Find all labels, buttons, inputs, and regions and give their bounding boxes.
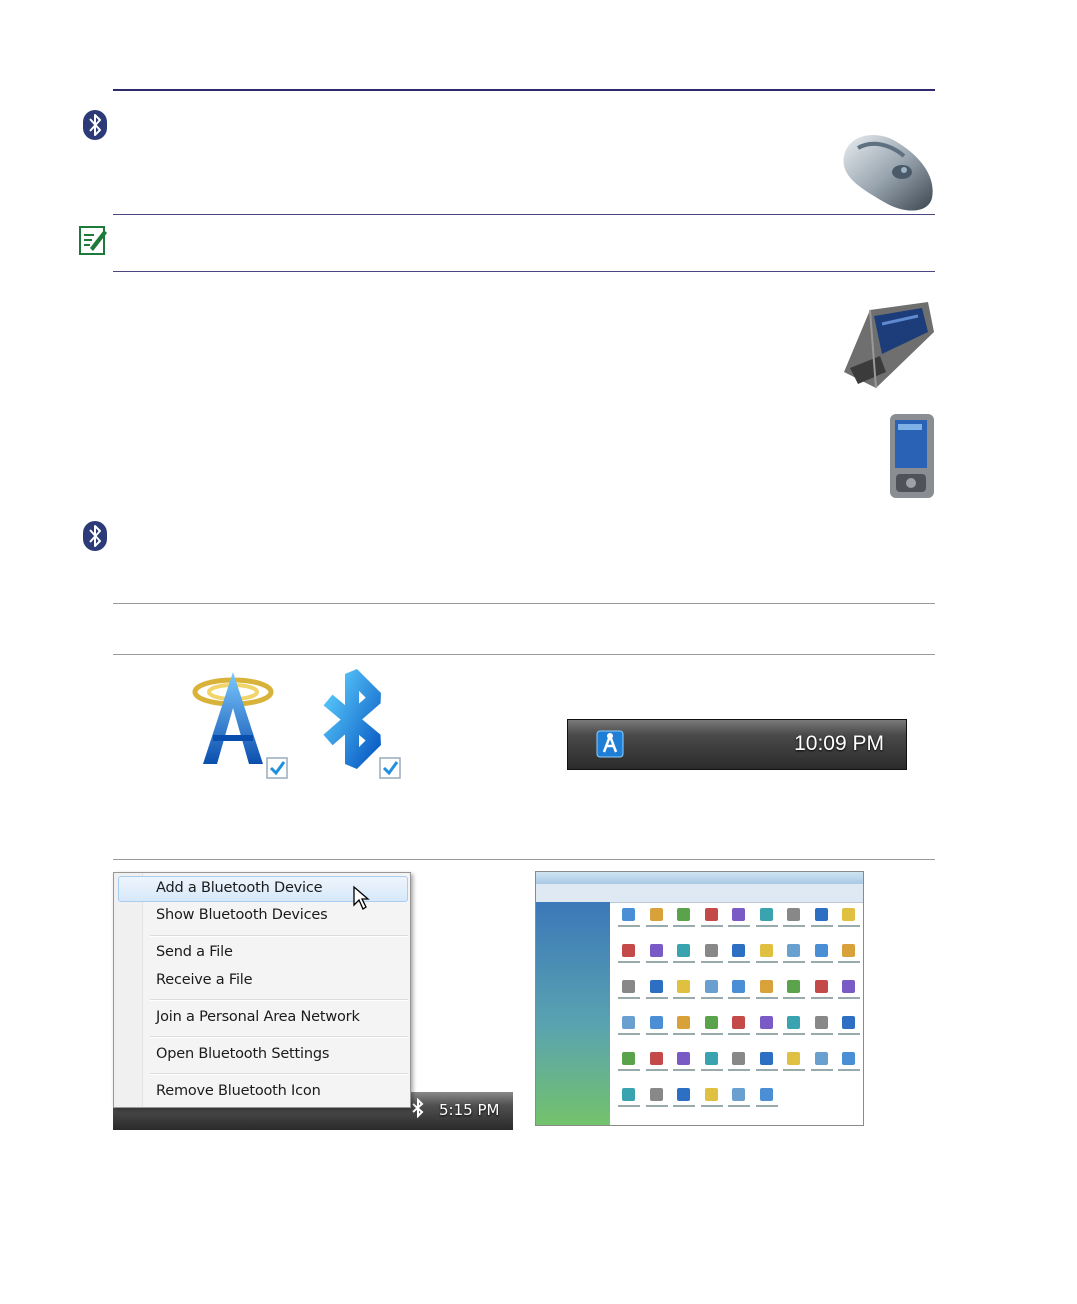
section-rule — [113, 214, 935, 215]
control-panel-item-label — [756, 1105, 778, 1107]
context-menu — [113, 872, 411, 1108]
control-panel-item-label — [673, 961, 695, 963]
control-panel-item-icon[interactable] — [732, 1052, 745, 1065]
control-panel-item-label — [646, 1033, 668, 1035]
section-rule — [113, 603, 935, 604]
top-rule — [113, 89, 935, 91]
bluetooth-badge-icon — [82, 520, 108, 552]
menu-item-receive-file[interactable]: Receive a File — [156, 972, 253, 988]
control-panel-item-icon[interactable] — [677, 944, 690, 957]
mouse-pointer-icon — [352, 885, 370, 911]
control-panel-item-icon[interactable] — [677, 1088, 690, 1101]
control-panel-item-icon[interactable] — [760, 980, 773, 993]
control-panel-item-label — [811, 961, 833, 963]
control-panel-item-icon[interactable] — [732, 1088, 745, 1101]
control-panel-item-icon[interactable] — [842, 944, 855, 957]
control-panel-item-icon[interactable] — [622, 1088, 635, 1101]
control-panel-item-icon[interactable] — [842, 908, 855, 921]
control-panel-item-icon[interactable] — [677, 908, 690, 921]
control-panel-item-icon[interactable] — [760, 1052, 773, 1065]
taskbar-clock: 10:09 PM — [794, 732, 884, 755]
control-panel-item-label — [756, 1069, 778, 1071]
control-panel-item-label — [811, 1033, 833, 1035]
control-panel-item-icon[interactable] — [760, 944, 773, 957]
control-panel-item-label — [783, 925, 805, 927]
control-panel-item-icon[interactable] — [650, 1088, 663, 1101]
pda-image — [886, 412, 936, 500]
control-panel-item-label — [756, 925, 778, 927]
control-panel-item-label — [838, 925, 860, 927]
control-panel-item-label — [728, 961, 750, 963]
checkmark-icon — [267, 758, 287, 778]
control-panel-item-icon[interactable] — [732, 1016, 745, 1029]
control-panel-item-label — [811, 925, 833, 927]
wireless-antenna-icon — [191, 668, 291, 780]
control-panel-item-label — [783, 1033, 805, 1035]
control-panel-item-label — [811, 997, 833, 999]
control-panel-item-label — [701, 997, 723, 999]
menu-item-open-settings[interactable]: Open Bluetooth Settings — [156, 1046, 330, 1062]
note-pencil-icon — [78, 224, 108, 256]
menu-item-show-devices[interactable]: Show Bluetooth Devices — [156, 907, 328, 923]
control-panel-item-icon[interactable] — [677, 1016, 690, 1029]
control-panel-item-icon[interactable] — [650, 1052, 663, 1065]
control-panel-sidebar — [536, 902, 610, 1126]
section-rule — [113, 859, 935, 860]
bluetooth-badge-icon — [82, 109, 108, 141]
control-panel-item-icon[interactable] — [760, 908, 773, 921]
control-panel-item-label — [618, 997, 640, 999]
control-panel-item-icon[interactable] — [760, 1016, 773, 1029]
control-panel-item-label — [673, 1105, 695, 1107]
control-panel-item-icon[interactable] — [815, 908, 828, 921]
section-rule — [113, 654, 935, 655]
control-panel-item-icon[interactable] — [842, 1052, 855, 1065]
control-panel-item-label — [646, 997, 668, 999]
control-panel-item-label — [811, 1069, 833, 1071]
control-panel-item-label — [618, 1069, 640, 1071]
control-panel-item-label — [756, 1033, 778, 1035]
control-panel-item-icon[interactable] — [787, 1016, 800, 1029]
control-panel-item-label — [838, 997, 860, 999]
control-panel-item-icon[interactable] — [842, 980, 855, 993]
control-panel-item-icon[interactable] — [622, 908, 635, 921]
section-rule — [113, 271, 935, 272]
menu-item-add-device[interactable]: Add a Bluetooth Device — [156, 880, 323, 896]
control-panel-item-icon[interactable] — [705, 980, 718, 993]
control-panel-item-label — [673, 925, 695, 927]
control-panel-item-label — [701, 925, 723, 927]
control-panel-item-icon[interactable] — [650, 980, 663, 993]
menu-separator — [150, 1036, 408, 1038]
control-panel-item-label — [618, 961, 640, 963]
control-panel-item-label — [728, 997, 750, 999]
control-panel-item-label — [701, 1033, 723, 1035]
control-panel-item-icon[interactable] — [650, 908, 663, 921]
menu-item-send-file[interactable]: Send a File — [156, 944, 233, 960]
control-panel-item-icon[interactable] — [787, 1052, 800, 1065]
control-panel-item-label — [728, 1105, 750, 1107]
control-panel-item-label — [838, 961, 860, 963]
wireless-tray-icon[interactable] — [596, 730, 624, 758]
control-panel-item-icon[interactable] — [622, 1016, 635, 1029]
control-panel-item-icon[interactable] — [622, 1052, 635, 1065]
control-panel-item-icon[interactable] — [815, 1052, 828, 1065]
control-panel-item-label — [701, 961, 723, 963]
menu-item-join-pan[interactable]: Join a Personal Area Network — [156, 1009, 360, 1025]
control-panel-item-icon[interactable] — [705, 944, 718, 957]
control-panel-item-icon[interactable] — [650, 1016, 663, 1029]
smartphone-image — [840, 302, 936, 392]
control-panel-item-label — [618, 1105, 640, 1107]
control-panel-item-icon[interactable] — [622, 980, 635, 993]
bluetooth-context-menu-screenshot — [113, 872, 513, 1130]
window-titlebar — [536, 872, 863, 884]
bluetooth-logo-icon — [318, 668, 404, 780]
control-panel-item-label — [618, 1033, 640, 1035]
control-panel-item-label — [756, 997, 778, 999]
control-panel-item-label — [728, 1033, 750, 1035]
taskbar-screenshot — [567, 719, 907, 770]
menu-taskbar-clock: 5:15 PM — [439, 1101, 500, 1119]
control-panel-item-icon[interactable] — [650, 944, 663, 957]
menu-separator — [150, 935, 408, 937]
control-panel-item-label — [673, 997, 695, 999]
control-panel-item-icon[interactable] — [842, 1016, 855, 1029]
control-panel-item-label — [646, 1105, 668, 1107]
control-panel-item-icon[interactable] — [705, 908, 718, 921]
control-panel-item-label — [701, 1069, 723, 1071]
control-panel-item-icon[interactable] — [815, 944, 828, 957]
control-panel-item-label — [728, 1069, 750, 1071]
control-panel-item-label — [673, 1069, 695, 1071]
control-panel-item-label — [728, 925, 750, 927]
control-panel-item-icon[interactable] — [622, 944, 635, 957]
control-panel-item-icon[interactable] — [705, 1052, 718, 1065]
control-panel-item-icon[interactable] — [705, 1088, 718, 1101]
control-panel-item-icon[interactable] — [677, 980, 690, 993]
checkmark-icon — [380, 758, 400, 778]
control-panel-item-icon[interactable] — [732, 908, 745, 921]
control-panel-item-icon[interactable] — [732, 944, 745, 957]
control-panel-item-icon[interactable] — [760, 1088, 773, 1101]
control-panel-item-icon[interactable] — [787, 908, 800, 921]
control-panel-item-icon[interactable] — [787, 944, 800, 957]
control-panel-item-label — [783, 961, 805, 963]
control-panel-item-icon[interactable] — [732, 980, 745, 993]
control-panel-screenshot — [535, 871, 864, 1126]
control-panel-item-label — [646, 1069, 668, 1071]
control-panel-item-icon[interactable] — [677, 1052, 690, 1065]
address-bar[interactable] — [536, 884, 863, 903]
control-panel-item-label — [838, 1069, 860, 1071]
menu-separator — [150, 1073, 408, 1075]
bluetooth-mouse-image — [838, 126, 936, 214]
control-panel-item-icon[interactable] — [815, 980, 828, 993]
control-panel-item-icon[interactable] — [787, 980, 800, 993]
control-panel-item-label — [646, 961, 668, 963]
control-panel-item-icon[interactable] — [705, 1016, 718, 1029]
control-panel-item-label — [701, 1105, 723, 1107]
control-panel-item-label — [783, 1069, 805, 1071]
control-panel-item-label — [783, 997, 805, 999]
control-panel-item-label — [646, 925, 668, 927]
control-panel-item-icon[interactable] — [815, 1016, 828, 1029]
menu-separator — [150, 999, 408, 1001]
control-panel-item-label — [673, 1033, 695, 1035]
control-panel-item-label — [838, 1033, 860, 1035]
control-panel-item-label — [756, 961, 778, 963]
bluetooth-tray-icon[interactable] — [411, 1098, 425, 1118]
control-panel-item-label — [618, 925, 640, 927]
menu-item-remove-icon[interactable]: Remove Bluetooth Icon — [156, 1083, 321, 1099]
